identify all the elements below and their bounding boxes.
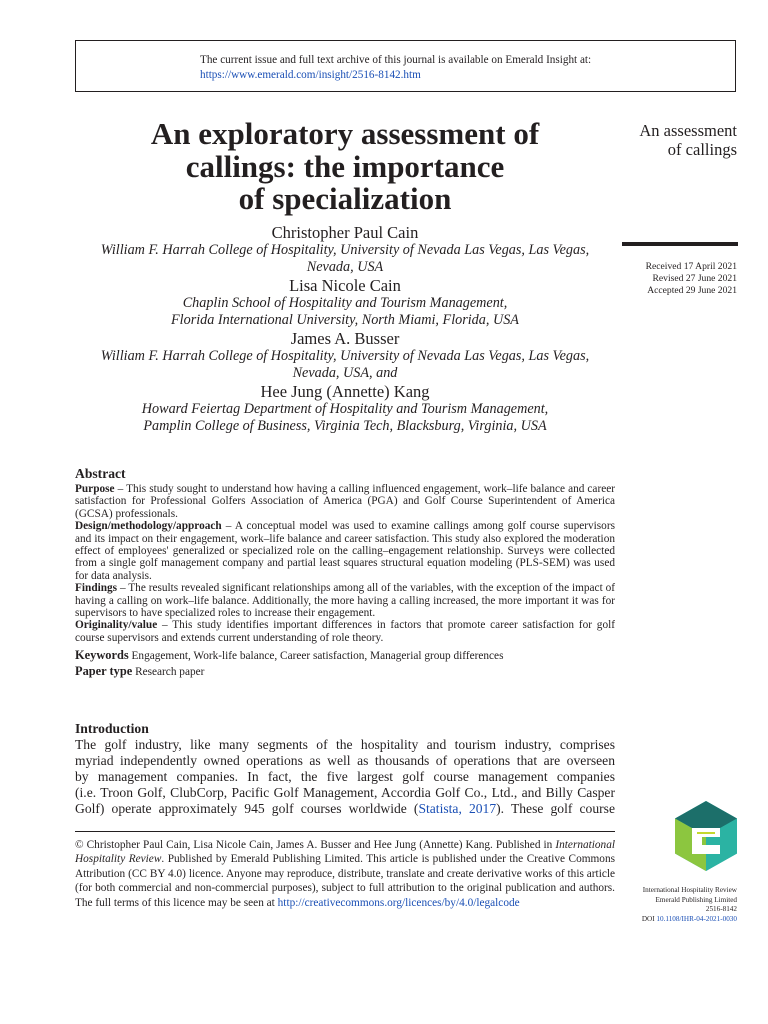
author-affiliation: Chaplin School of Hospitality and Tourism Management, [182, 295, 508, 311]
abstract-design [75, 520, 615, 582]
footer-divider [75, 831, 615, 832]
section-text: – A conceptual model was used to examine callings among golf course supervisors and its impact on their engagement, work–life balance and career satisfaction. This study also explored the moderation effect of employees' generalized or specialized role on the calling–engagement relationship. Surveys were collected from a single golf management company and partial least squares structural equation modeling (PLS-SEM) was used for data analysis. [75, 520, 615, 582]
issn: 2516-8142 [705, 905, 737, 913]
author-name: Christopher Paul Cain [271, 223, 419, 242]
abstract-originality [75, 619, 615, 644]
title-line: of specialization [238, 181, 452, 216]
title-line: callings: the importance [185, 148, 505, 184]
section-text: – This study identifies important differences in factors that promote career satisfaction for golf course supervisors and extends current understanding of role theory. [75, 619, 615, 644]
section-text: – The results revealed significant relationships among all of the variables, with the exception of the impact of having a calling on work–life balance. Additionally, the more having a calling increased, the more important it was for supervisors to have specialized roles to increase their engagement. [75, 582, 615, 620]
author-affiliation: Nevada, USA, and [292, 365, 398, 381]
author-affiliation: Pamplin College of Business, Virginia Tech, Blacksburg, Virginia, USA [143, 418, 547, 434]
intro-text: Golf) operate approximately 945 golf courses worldwide ( [75, 801, 419, 816]
emerald-logo-icon [675, 801, 737, 871]
running-head [600, 121, 737, 159]
author-affiliation: Howard Feiertag Department of Hospitality and Tourism Management, [141, 401, 549, 417]
doi-label: DOI [641, 914, 657, 923]
citation-link[interactable]: Statista, 2017 [418, 801, 497, 816]
author-list [75, 223, 615, 435]
author-name: Hee Jung (Annette) Kang [260, 382, 430, 401]
journal-access-notice [75, 40, 736, 92]
abstract [75, 466, 615, 679]
article-title [75, 118, 615, 216]
section-label: Design/methodology/approach [75, 520, 222, 533]
title-line: An exploratory assessment of [150, 116, 540, 151]
abstract-purpose [75, 483, 615, 520]
section-text: – This study sought to understand how having a calling influenced engagement, work–life balance and career satisfaction for Professional Golfers Association of America (PGA) and Golf Course Superintendent of America (GCSA) professionals. [75, 483, 615, 520]
section-label: Originality/value [75, 619, 158, 632]
abstract-heading: Abstract [75, 466, 126, 481]
author-name: James A. Busser [290, 329, 400, 348]
doi-link[interactable]: 10.1108/IHR-04-2021-0030 [656, 914, 737, 923]
intro-line: by management companies. In fact, the five largest golf course management companies [75, 769, 615, 784]
keywords-text: Engagement, Work-life balance, Career satisfaction, Managerial group differences [128, 650, 504, 663]
divider-rule [622, 242, 738, 246]
author-name: Lisa Nicole Cain [289, 276, 401, 295]
introduction-heading: Introduction [75, 721, 149, 736]
intro-text: ). These golf course [496, 801, 615, 816]
received-date: Received 17 April 2021 [645, 261, 737, 272]
keywords-label: Keywords [75, 648, 129, 663]
journal-name: International Hospitality Review [642, 886, 737, 894]
notice-link[interactable]: https://www.emerald.com/insight/2516-8142.htm [200, 69, 421, 81]
abstract-findings [75, 582, 615, 619]
license-text: © Christopher Paul Cain, Lisa Nicole Cain, James A. Busser and Hee Jung (Annette) Kang. Published in [75, 839, 556, 851]
intro-line: The golf industry, like many segments of the hospitality and tourism industry, comprises [75, 737, 615, 752]
license-text: . Published by Emerald Publishing Limited. This article is published under the Creative Commons Attribution (CC BY 4.0) licence. Anyone may reproduce, distribute, translate and create derivative works of this article (for both commercial and non-commercial purposes), subject to full attribution to the original publication and authors. The full terms of this licence may be seen at [75, 853, 615, 909]
keywords [75, 648, 615, 663]
running-head-line: An assessment [639, 121, 737, 140]
introduction-body [75, 737, 615, 817]
intro-line [75, 801, 615, 817]
intro-line: (i.e. Troon Golf, ClubCorp, Pacific Golf Management, Accordia Golf Co., Ltd., and Billy Casper [75, 785, 615, 800]
section-label: Purpose [75, 483, 115, 495]
revised-date: Revised 27 June 2021 [652, 273, 737, 284]
paper-type-text: Research paper [132, 666, 205, 679]
paper-type-label: Paper type [75, 664, 133, 679]
publisher-name: Emerald Publishing Limited [655, 895, 737, 904]
doi [600, 915, 737, 925]
intro-line: myriad independently owned operations as well as thousands of operations that are overseen [75, 753, 615, 768]
article-dates [600, 261, 737, 297]
author-affiliation: Nevada, USA [306, 259, 384, 275]
author-affiliation: William F. Harrah College of Hospitality, University of Nevada Las Vegas, Las Vegas, [100, 348, 590, 364]
author-affiliation: William F. Harrah College of Hospitality, University of Nevada Las Vegas, Las Vegas, [100, 242, 590, 258]
running-head-line: of callings [667, 140, 737, 159]
license-notice [75, 838, 615, 910]
notice-text: The current issue and full text archive of this journal is available on Emerald Insight at: [200, 54, 592, 66]
section-label: Findings [75, 582, 118, 595]
accepted-date: Accepted 29 June 2021 [647, 285, 737, 296]
journal-name-italic: International Hospitality Review [75, 839, 615, 866]
license-link[interactable]: http://creativecommons.org/licences/by/4.0/legalcode [277, 896, 520, 909]
journal-info [600, 886, 737, 924]
author-affiliation: Florida International University, North Miami, Florida, USA [171, 312, 519, 328]
paper-type [75, 664, 615, 679]
